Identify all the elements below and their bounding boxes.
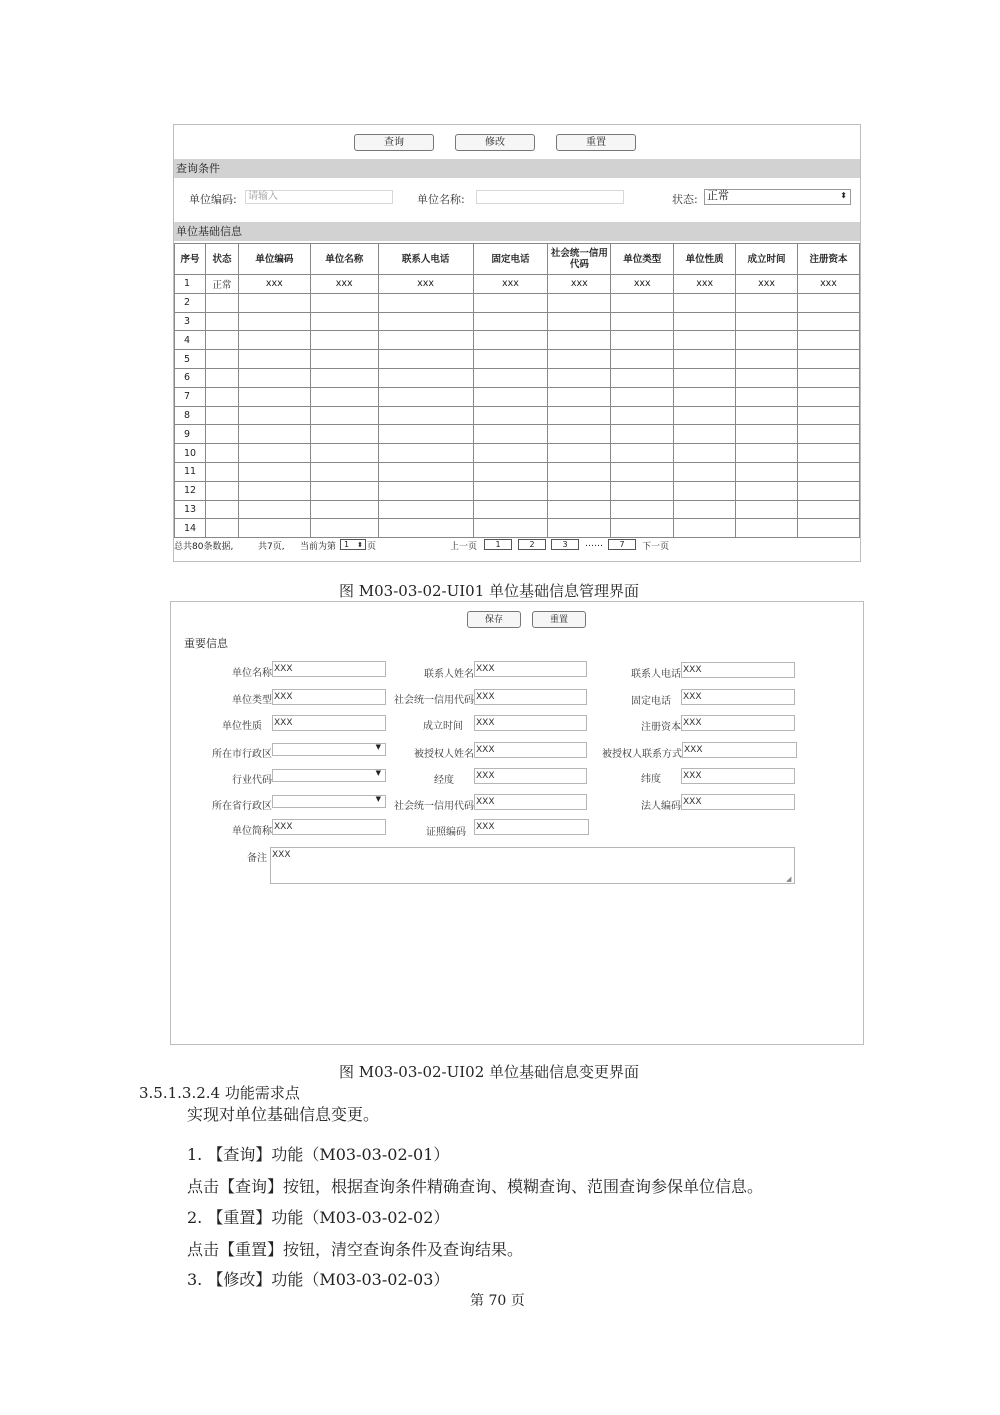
table-cell [674, 350, 736, 369]
table-cell [798, 293, 860, 312]
table-cell [205, 350, 238, 369]
authorized-name-input[interactable]: XXX [474, 742, 587, 758]
license-code-input[interactable]: XXX [474, 819, 589, 835]
select-arrows-icon: ⬍ [840, 191, 847, 200]
table-cell [238, 462, 310, 481]
fixed-phone-input[interactable]: XXX [681, 689, 795, 705]
table-cell [611, 462, 674, 481]
table-cell: xxx [310, 275, 378, 294]
table-cell [310, 444, 378, 463]
table-cell [798, 500, 860, 519]
table-cell [473, 368, 548, 387]
table-cell [548, 500, 611, 519]
table-cell [205, 519, 238, 538]
table-cell [548, 406, 611, 425]
table-cell [310, 425, 378, 444]
table-row[interactable] [175, 368, 860, 387]
pager-page-1[interactable]: 1 [484, 539, 512, 550]
table-cell: 6 [175, 368, 206, 387]
table-cell: xxx [736, 275, 798, 294]
pager-current-value: 1 [344, 540, 350, 549]
column-header: 固定电话 [473, 244, 548, 275]
query-conditions-header: 查询条件 [174, 159, 860, 178]
column-header: 单位名称 [310, 244, 378, 275]
table-cell [736, 331, 798, 350]
remark-textarea[interactable]: XXX [270, 847, 795, 884]
column-header: 单位编码 [238, 244, 310, 275]
table-cell [736, 444, 798, 463]
table-cell [736, 387, 798, 406]
table-cell: xxx [473, 275, 548, 294]
field-label-credit-code: 社会统一信用代码 [394, 695, 474, 706]
legal-code-input[interactable]: XXX [681, 794, 795, 810]
table-cell: xxx [378, 275, 473, 294]
province-district-select[interactable] [272, 795, 386, 808]
table-cell [205, 406, 238, 425]
item-title-reset: 2. 【重置】功能（M03-03-02-02） [187, 1208, 450, 1227]
field-label-province-district: 所在省行政区 [212, 801, 272, 812]
table-cell [548, 350, 611, 369]
figure-caption-ui01: 图 M03-03-02-UI01 单位基础信息管理界面 [339, 582, 640, 600]
table-cell [674, 462, 736, 481]
pager-page-2[interactable]: 2 [518, 539, 546, 550]
table-row[interactable] [175, 406, 860, 425]
table-cell [238, 444, 310, 463]
column-header: 状态 [205, 244, 238, 275]
resize-handle-icon[interactable]: ◢ [786, 875, 792, 883]
table-cell [736, 406, 798, 425]
table-cell [798, 312, 860, 331]
table-cell [736, 425, 798, 444]
table-cell [473, 331, 548, 350]
table-cell [798, 406, 860, 425]
field-label-authorized-name: 被授权人姓名 [414, 749, 474, 760]
field-label-legal-code: 法人编码 [641, 801, 681, 812]
table-cell [473, 406, 548, 425]
pager-pages: 共7页, [258, 542, 285, 552]
column-header: 成立时间 [736, 244, 798, 275]
unit-name-input[interactable]: XXX [272, 661, 386, 677]
dropdown-arrow-icon: ▼ [375, 795, 381, 803]
table-cell [798, 444, 860, 463]
table-cell: xxx [611, 275, 674, 294]
table-cell [205, 500, 238, 519]
unit-info-header: 单位基础信息 [174, 222, 860, 241]
table-cell: xxx [674, 275, 736, 294]
figure-caption-ui02: 图 M03-03-02-UI02 单位基础信息变更界面 [339, 1063, 640, 1081]
pager-current-suffix: 页 [367, 542, 377, 552]
status-label: 状态: [672, 193, 698, 206]
table-cell [548, 312, 611, 331]
table-cell [310, 331, 378, 350]
table-cell [310, 519, 378, 538]
field-label-credit-code-2: 社会统一信用代码 [394, 801, 474, 812]
table-cell: 3 [175, 312, 206, 331]
table-cell: 14 [175, 519, 206, 538]
field-label-longitude: 经度 [434, 775, 454, 786]
table-cell [736, 481, 798, 500]
field-label-city-district: 所在市行政区 [212, 749, 272, 760]
table-cell: 5 [175, 350, 206, 369]
field-label-unit-type: 单位类型 [232, 695, 272, 706]
field-label-unit-name: 单位名称 [232, 668, 272, 679]
table-cell [205, 425, 238, 444]
table-cell [473, 425, 548, 444]
table-cell [611, 481, 674, 500]
table-cell [238, 368, 310, 387]
unit-abbr-input[interactable]: XXX [272, 819, 386, 835]
table-cell [205, 481, 238, 500]
table-cell [611, 331, 674, 350]
table-cell [611, 387, 674, 406]
select-arrows-icon: ⬍ [357, 541, 363, 549]
table-cell [611, 293, 674, 312]
table-cell [378, 293, 473, 312]
status-select-value: 正常 [707, 189, 729, 202]
pager-prev-link[interactable]: 上一页 [450, 542, 478, 552]
table-cell: xxx [238, 275, 310, 294]
table-cell: 10 [175, 444, 206, 463]
table-row[interactable] [175, 462, 860, 481]
table-cell: xxx [798, 275, 860, 294]
unit-type-input[interactable]: XXX [272, 689, 386, 705]
column-header: 单位性质 [674, 244, 736, 275]
table-cell [736, 350, 798, 369]
table-cell: 9 [175, 425, 206, 444]
table-cell [798, 387, 860, 406]
table-cell [310, 350, 378, 369]
page-number: 第 70 页 [470, 1293, 525, 1309]
table-cell [378, 350, 473, 369]
table-cell [798, 368, 860, 387]
credit-code-input[interactable]: XXX [474, 689, 587, 705]
table-cell [238, 481, 310, 500]
table-cell [310, 406, 378, 425]
dropdown-arrow-icon: ▼ [375, 743, 381, 751]
table-row[interactable] [175, 519, 860, 538]
table-cell [736, 312, 798, 331]
pager-current-prefix: 当前为第 [300, 542, 337, 552]
table-cell [238, 350, 310, 369]
field-label-license-code: 证照编码 [426, 827, 466, 838]
table-cell: 4 [175, 331, 206, 350]
table-cell [378, 500, 473, 519]
table-cell [238, 331, 310, 350]
pager-total: 总共80条数据, [174, 542, 234, 552]
table-cell: 正常 [205, 275, 238, 294]
status-select[interactable] [704, 189, 851, 205]
table-cell [798, 331, 860, 350]
longitude-input[interactable]: XXX [474, 768, 587, 784]
table-cell [473, 500, 548, 519]
table-cell [548, 519, 611, 538]
unit-nature-input[interactable]: XXX [272, 715, 386, 731]
table-cell [310, 387, 378, 406]
column-header: 社会统一信用代码 [548, 244, 611, 275]
table-cell [611, 425, 674, 444]
table-cell [378, 312, 473, 331]
field-label-established-date: 成立时间 [423, 721, 463, 732]
industry-code-select[interactable] [272, 769, 386, 782]
table-cell [736, 293, 798, 312]
table-cell: xxx [548, 275, 611, 294]
table-cell [310, 312, 378, 331]
table-cell [798, 350, 860, 369]
table-cell [548, 331, 611, 350]
table-cell: 7 [175, 387, 206, 406]
table-row[interactable] [175, 387, 860, 406]
table-cell [674, 500, 736, 519]
table-cell [310, 481, 378, 500]
table-row[interactable] [175, 331, 860, 350]
table-cell [378, 425, 473, 444]
table-cell [238, 519, 310, 538]
table-row[interactable] [175, 350, 860, 369]
field-label-contact-name: 联系人姓名 [424, 669, 474, 680]
table-cell [378, 368, 473, 387]
table-cell [736, 368, 798, 387]
table-cell [473, 462, 548, 481]
table-cell [205, 312, 238, 331]
table-cell [548, 462, 611, 481]
table-cell [674, 293, 736, 312]
table-cell [674, 425, 736, 444]
section-title: 重要信息 [184, 637, 228, 650]
table-cell [611, 368, 674, 387]
table-cell [378, 387, 473, 406]
unit-code-input[interactable]: 请输入 [245, 190, 393, 204]
table-cell [611, 350, 674, 369]
unit-name-label: 单位名称: [417, 193, 465, 206]
field-label-authorized-contact: 被授权人联系方式 [602, 749, 682, 760]
table-cell [378, 462, 473, 481]
table-cell [798, 425, 860, 444]
field-label-unit-abbr: 单位简称 [232, 826, 272, 837]
unit-code-label: 单位编码: [189, 193, 237, 206]
table-cell [310, 500, 378, 519]
column-header: 单位类型 [611, 244, 674, 275]
table-cell [238, 293, 310, 312]
table-cell: 2 [175, 293, 206, 312]
latitude-input[interactable]: XXX [681, 768, 795, 784]
table-cell [205, 331, 238, 350]
table-cell [674, 444, 736, 463]
table-cell [674, 519, 736, 538]
table-cell [548, 387, 611, 406]
credit-code-2-input[interactable]: XXX [474, 794, 587, 810]
table-cell [674, 331, 736, 350]
table-cell [611, 444, 674, 463]
pager-next-link[interactable]: 下一页 [642, 542, 670, 552]
table-cell: 11 [175, 462, 206, 481]
field-label-registered-capital: 注册资本 [641, 722, 681, 733]
city-district-select[interactable] [272, 743, 386, 756]
unit-info-change-screenshot [170, 601, 864, 1045]
column-header: 联系人电话 [378, 244, 473, 275]
table-cell [238, 406, 310, 425]
table-cell [310, 293, 378, 312]
contact-phone-input[interactable]: XXX [681, 662, 795, 678]
pager-ellipsis: …… [585, 539, 603, 549]
field-label-industry-code: 行业代码 [232, 775, 272, 786]
item-desc-query: 点击【查询】按钮，根据查询条件精确查询、模糊查询、范围查询参保单位信息。 [187, 1177, 764, 1196]
unit-info-management-screenshot [173, 124, 861, 562]
table-cell: 12 [175, 481, 206, 500]
table-cell [798, 481, 860, 500]
table-cell [238, 425, 310, 444]
table-cell [310, 462, 378, 481]
table-cell [378, 444, 473, 463]
table-cell [205, 462, 238, 481]
table-row[interactable] [175, 444, 860, 463]
table-cell [798, 462, 860, 481]
table-cell [674, 312, 736, 331]
table-cell [378, 331, 473, 350]
reset-button[interactable]: 重置 [532, 611, 586, 628]
table-cell: 8 [175, 406, 206, 425]
table-cell [378, 406, 473, 425]
column-header: 注册资本 [798, 244, 860, 275]
field-label-fixed-phone: 固定电话 [631, 696, 671, 707]
table-cell [548, 444, 611, 463]
query-button[interactable]: 查询 [354, 134, 434, 151]
table-cell [205, 444, 238, 463]
table-cell: 13 [175, 500, 206, 519]
table-cell [548, 425, 611, 444]
established-date-input[interactable]: XXX [474, 715, 587, 731]
table-cell [548, 293, 611, 312]
table-row[interactable] [175, 275, 860, 294]
table-row[interactable] [175, 425, 860, 444]
table-cell [205, 387, 238, 406]
table-cell [473, 481, 548, 500]
authorized-contact-input[interactable]: XXX [682, 742, 797, 758]
table-cell [548, 481, 611, 500]
table-cell [310, 368, 378, 387]
table-cell [611, 500, 674, 519]
table-cell [736, 519, 798, 538]
table-row[interactable] [175, 312, 860, 331]
table-cell [378, 519, 473, 538]
table-cell [238, 312, 310, 331]
table-cell [736, 462, 798, 481]
table-cell [611, 312, 674, 331]
section-heading: 3.5.1.3.2.4 功能需求点 [139, 1084, 300, 1102]
contact-name-input[interactable]: XXX [474, 661, 587, 677]
table-row[interactable] [175, 481, 860, 500]
pager-current-select[interactable] [340, 539, 366, 550]
table-cell [378, 481, 473, 500]
pager-page-last[interactable]: 7 [608, 539, 636, 550]
pager-page-3[interactable]: 3 [551, 539, 579, 550]
column-header: 序号 [175, 244, 206, 275]
table-cell [674, 406, 736, 425]
table-cell [473, 444, 548, 463]
field-label-contact-phone: 联系人电话 [631, 669, 681, 680]
table-cell [611, 406, 674, 425]
table-cell [205, 368, 238, 387]
save-button[interactable]: 保存 [467, 611, 521, 628]
table-cell [238, 387, 310, 406]
table-cell [674, 481, 736, 500]
dropdown-arrow-icon: ▼ [375, 769, 381, 777]
intro-text: 实现对单位基础信息变更。 [187, 1105, 380, 1124]
registered-capital-input[interactable]: XXX [681, 715, 795, 731]
table-cell [736, 500, 798, 519]
item-desc-reset: 点击【重置】按钮，清空查询条件及查询结果。 [187, 1240, 524, 1259]
table-row[interactable] [175, 293, 860, 312]
table-row[interactable] [175, 500, 860, 519]
table-cell [473, 350, 548, 369]
table-cell [473, 312, 548, 331]
table-cell [473, 293, 548, 312]
table-cell [473, 387, 548, 406]
field-label-latitude: 纬度 [641, 774, 661, 785]
unit-info-table [174, 243, 860, 538]
table-cell [205, 293, 238, 312]
table-cell [798, 519, 860, 538]
item-title-modify: 3. 【修改】功能（M03-03-02-03） [187, 1270, 450, 1289]
table-cell: 1 [175, 275, 206, 294]
reset-button[interactable]: 重置 [556, 134, 636, 151]
modify-button[interactable]: 修改 [455, 134, 535, 151]
table-cell [674, 368, 736, 387]
unit-name-input[interactable] [476, 190, 624, 204]
table-cell [674, 387, 736, 406]
field-label-unit-nature: 单位性质 [222, 721, 262, 732]
table-cell [548, 368, 611, 387]
item-title-query: 1. 【查询】功能（M03-03-02-01） [187, 1145, 450, 1164]
field-label-remark: 备注 [247, 853, 267, 864]
table-cell [611, 519, 674, 538]
table-cell [238, 500, 310, 519]
table-cell [473, 519, 548, 538]
